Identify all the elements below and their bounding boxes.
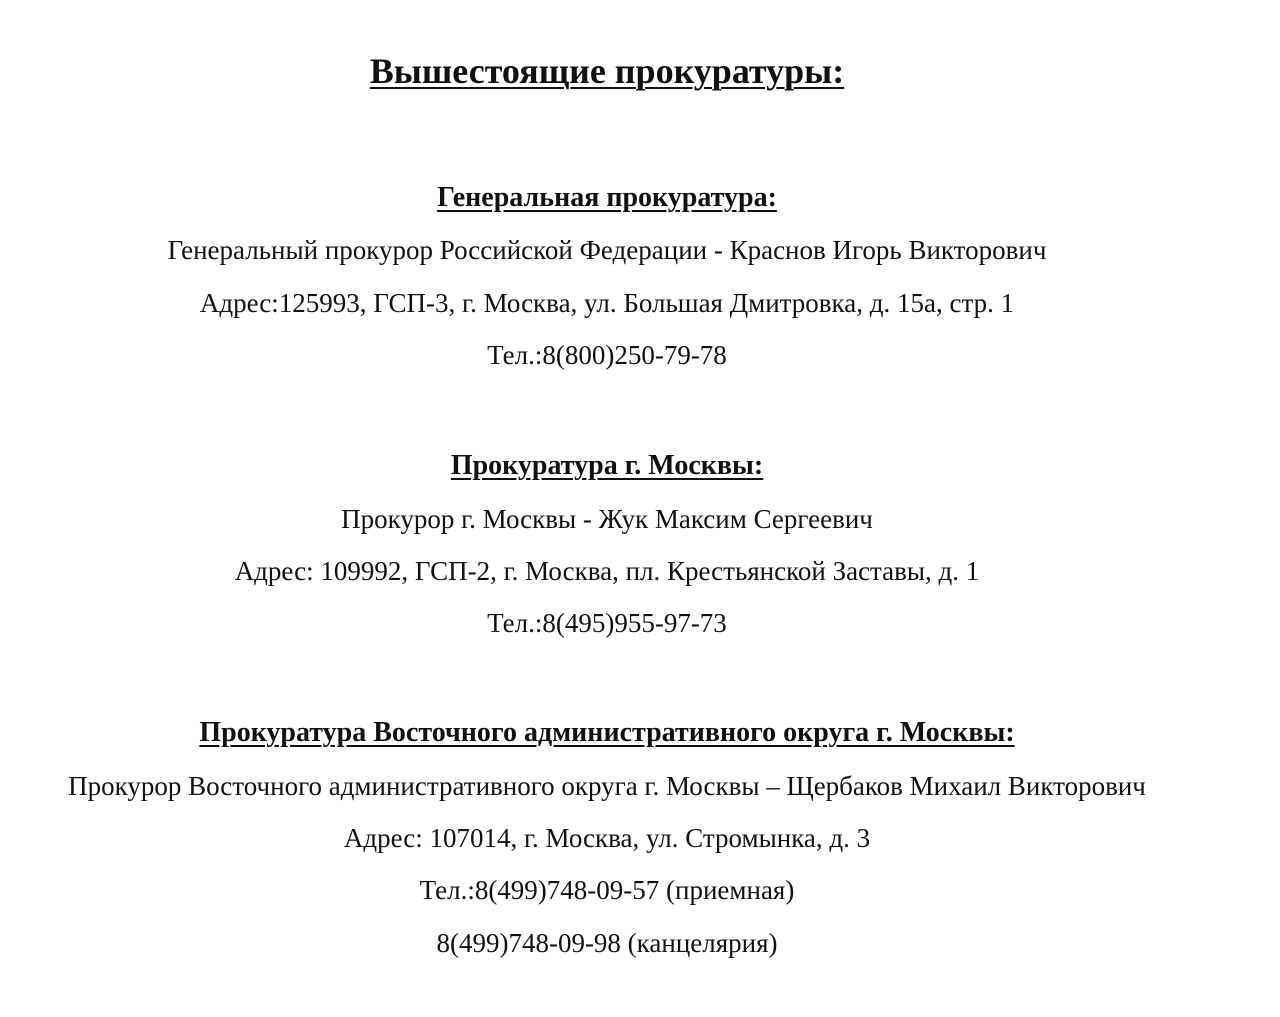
moscow-prosecutor-address: Адрес: 109992, ГСП-2, г. Москва, пл. Крестьянской Заставы, д. 1 [234,556,980,586]
document-title: Вышестоящие прокуратуры: [369,51,845,91]
east-district-prosecutor-phone-reception: Тел.:8(499)748-09-57 (приемная) [419,875,795,905]
east-district-prosecutor-address: Адрес: 107014, г. Москва, ул. Стромынка, д. 3 [343,823,871,853]
general-prosecutor-phone: Тел.:8(800)250-79-78 [487,340,727,370]
east-district-prosecutor-name: Прокурор Восточного административного округа г. Москвы – Щербаков Михаил Викторович [68,771,1146,801]
general-prosecutor-name: Генеральный прокурор Российской Федерации - Краснов Игорь Викторович [167,235,1047,265]
moscow-prosecutor-phone: Тел.:8(495)955-97-73 [487,608,727,638]
section-heading-east-district-prosecutor: Прокуратура Восточного административного округа г. Москвы: [199,717,1015,748]
moscow-prosecutor-name: Прокурор г. Москвы - Жук Максим Сергеевич [341,504,873,534]
section-heading-general-prosecutor: Генеральная прокуратура: [437,182,777,213]
section-heading-moscow-prosecutor: Прокуратура г. Москвы: [450,450,764,481]
general-prosecutor-address: Адрес:125993, ГСП-3, г. Москва, ул. Большая Дмитровка, д. 15а, стр. 1 [199,288,1015,318]
east-district-prosecutor-phone-office: 8(499)748-09-98 (канцелярия) [436,928,778,958]
